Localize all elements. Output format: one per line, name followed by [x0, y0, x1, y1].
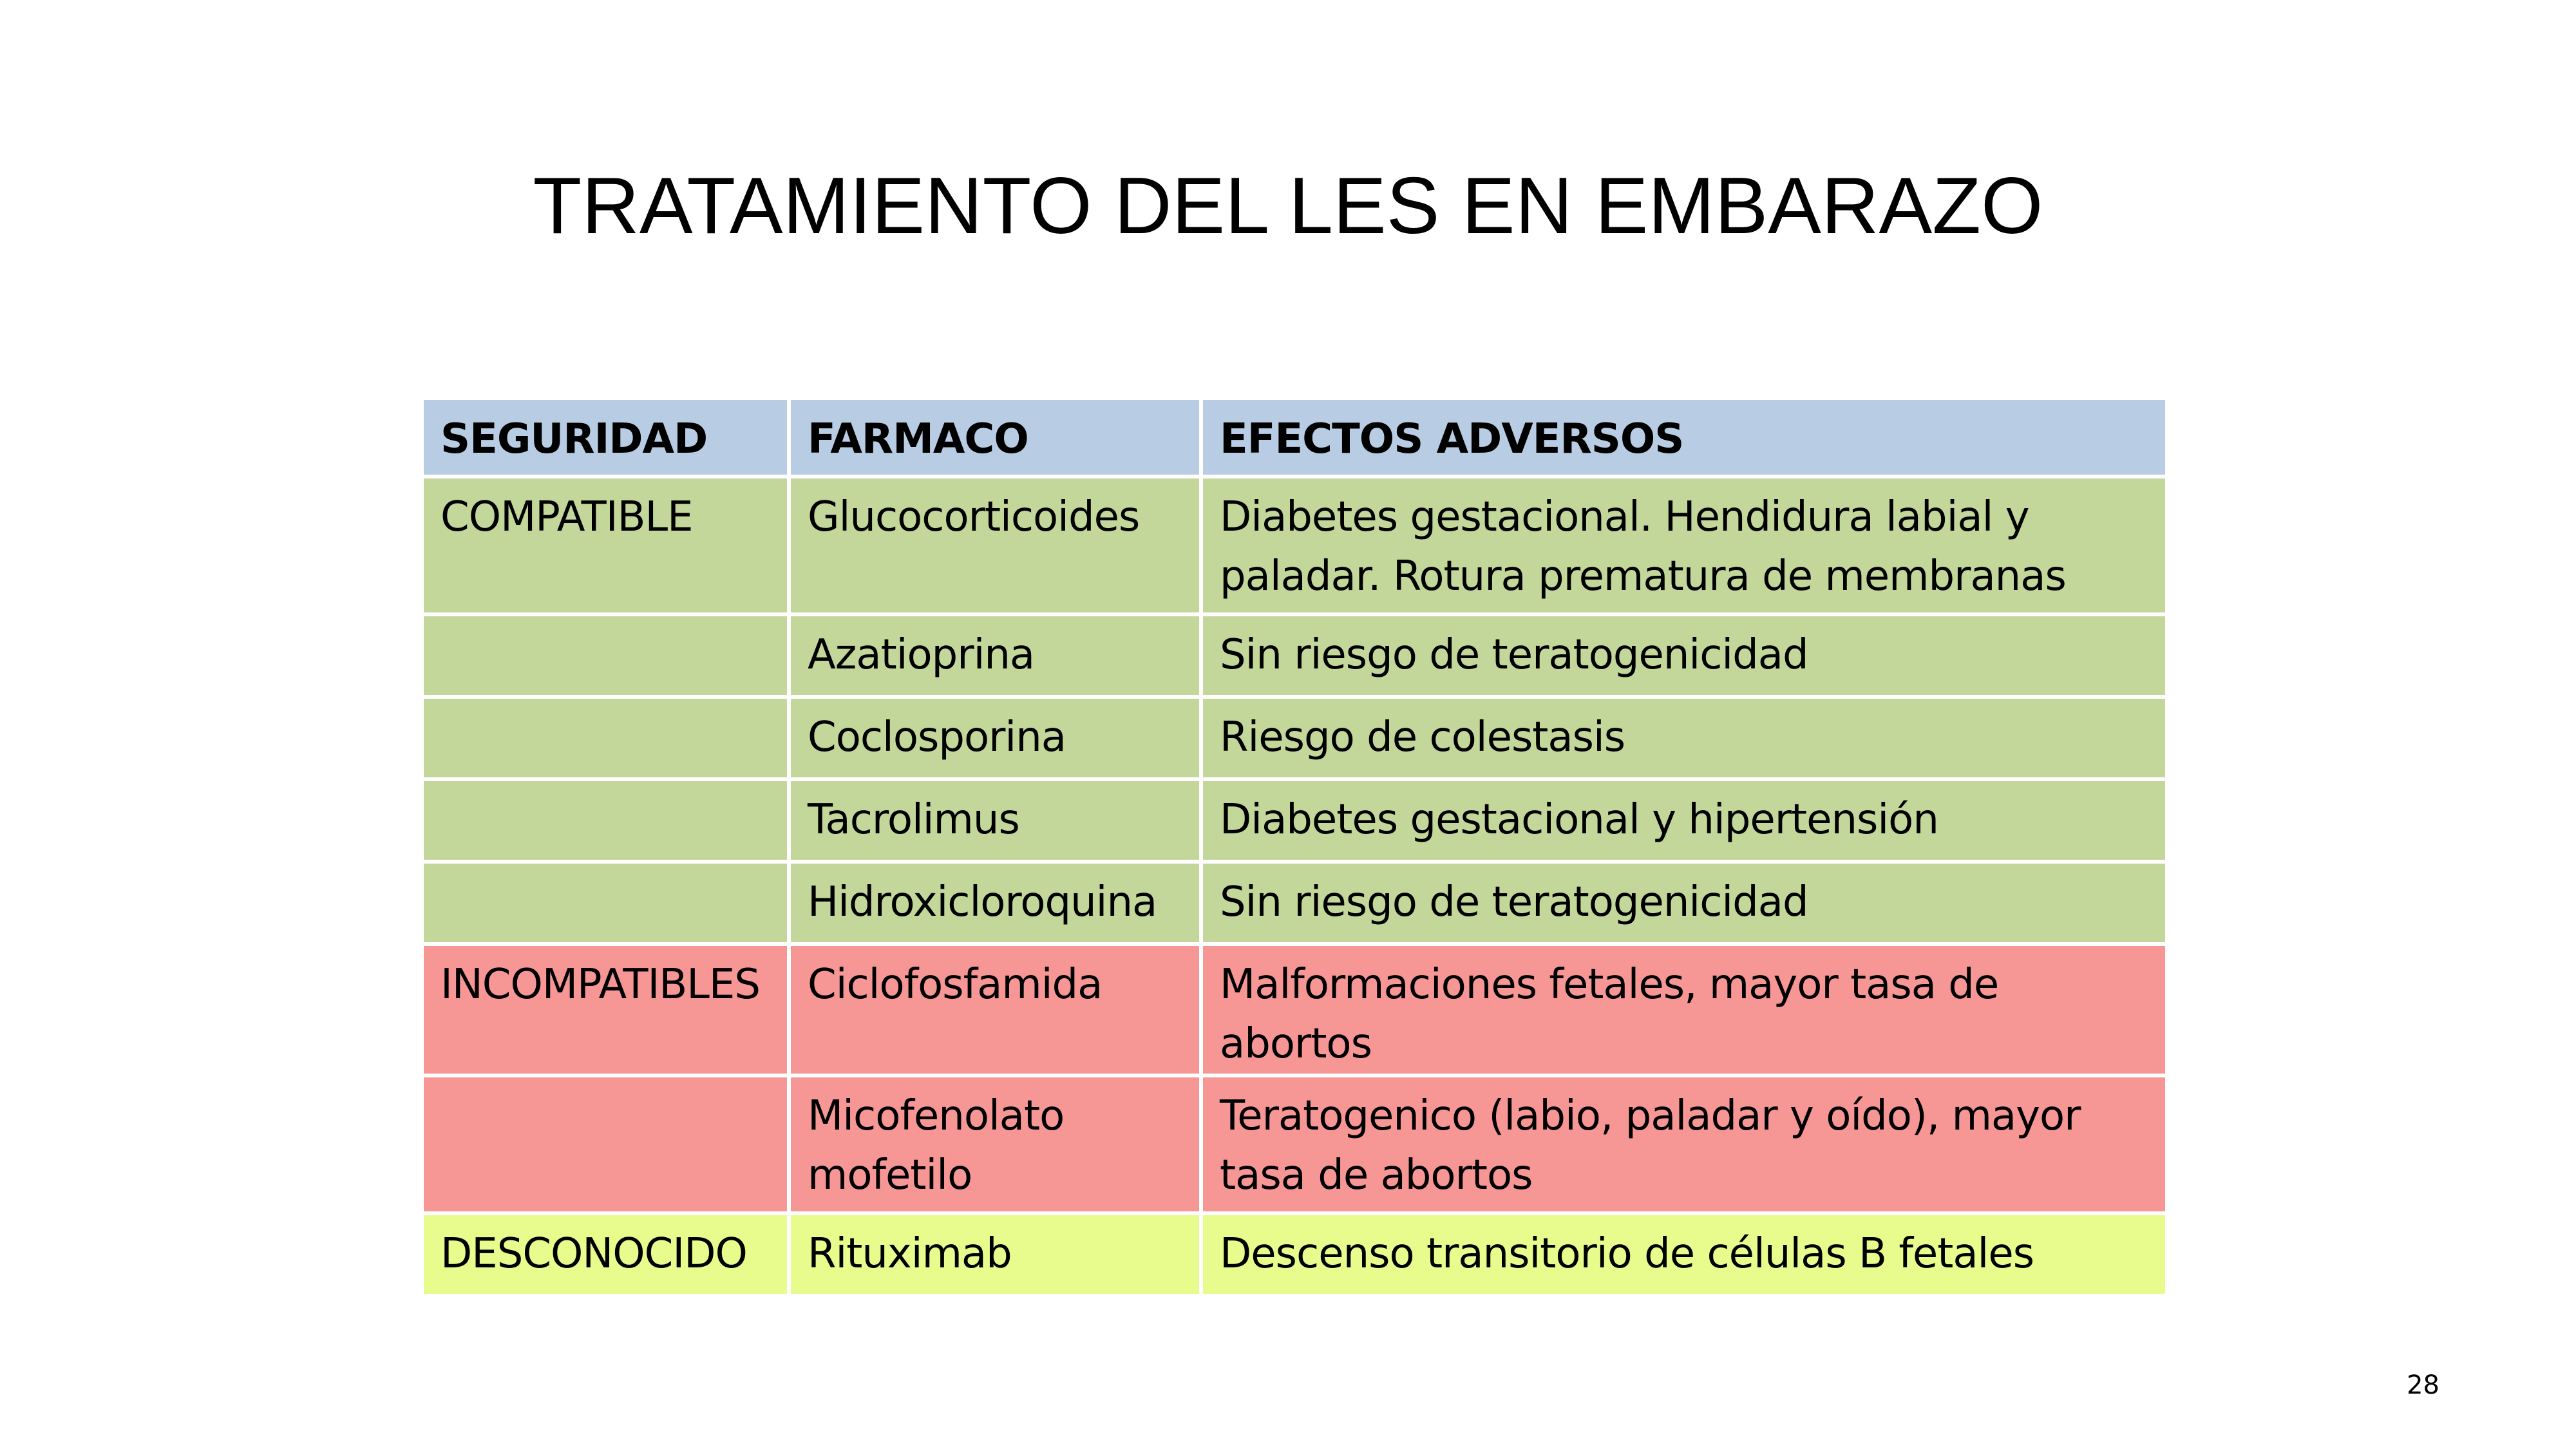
farmaco-cell: Micofenolato mofetilo: [789, 1075, 1201, 1213]
page-number: 28: [2407, 1370, 2439, 1400]
seguridad-cell: DESCONOCIDO: [422, 1213, 789, 1296]
table-row: [422, 779, 2167, 862]
efectos-cell: Diabetes gestacional y hipertensión: [1201, 779, 2167, 862]
farmaco-cell: Azatioprina: [789, 614, 1201, 697]
seguridad-cell: [422, 614, 789, 697]
efectos-cell: Riesgo de colestasis: [1201, 697, 2167, 779]
seguridad-cell: [422, 697, 789, 779]
table-row: [422, 1075, 2167, 1213]
table-row: [422, 477, 2167, 614]
farmaco-cell: Hidroxicloroquina: [789, 862, 1201, 944]
table-row: [422, 614, 2167, 697]
efectos-cell: Diabetes gestacional. Hendidura labial y paladar. Rotura prematura de membranas: [1201, 477, 2167, 614]
farmaco-cell: Coclosporina: [789, 697, 1201, 779]
table-header-row: [422, 398, 2167, 477]
farmaco-cell: Rituximab: [789, 1213, 1201, 1296]
drug-safety-table: [420, 396, 2169, 1298]
header-seguridad: SEGURIDAD: [422, 398, 789, 477]
farmaco-cell: Ciclofosfamida: [789, 944, 1201, 1075]
table-row: [422, 862, 2167, 944]
seguridad-cell: INCOMPATIBLES: [422, 944, 789, 1075]
table-row: [422, 697, 2167, 779]
seguridad-cell: COMPATIBLE: [422, 477, 789, 614]
drug-safety-table-container: [420, 396, 2165, 1298]
table-row: [422, 944, 2167, 1075]
efectos-cell: Teratogenico (labio, paladar y oído), mayor tasa de abortos: [1201, 1075, 2167, 1213]
header-efectos-adversos: EFECTOS ADVERSOS: [1201, 398, 2167, 477]
seguridad-cell: [422, 862, 789, 944]
efectos-cell: Malformaciones fetales, mayor tasa de abortos: [1201, 944, 2167, 1075]
efectos-cell: Sin riesgo de teratogenicidad: [1201, 862, 2167, 944]
efectos-cell: Sin riesgo de teratogenicidad: [1201, 614, 2167, 697]
farmaco-cell: Tacrolimus: [789, 779, 1201, 862]
efectos-cell: Descenso transitorio de células B fetales: [1201, 1213, 2167, 1296]
farmaco-cell: Glucocorticoides: [789, 477, 1201, 614]
header-farmaco: FARMACO: [789, 398, 1201, 477]
table-row: [422, 1213, 2167, 1296]
slide-title: TRATAMIENTO DEL LES EN EMBARAZO: [533, 162, 2043, 251]
seguridad-cell: [422, 779, 789, 862]
seguridad-cell: [422, 1075, 789, 1213]
